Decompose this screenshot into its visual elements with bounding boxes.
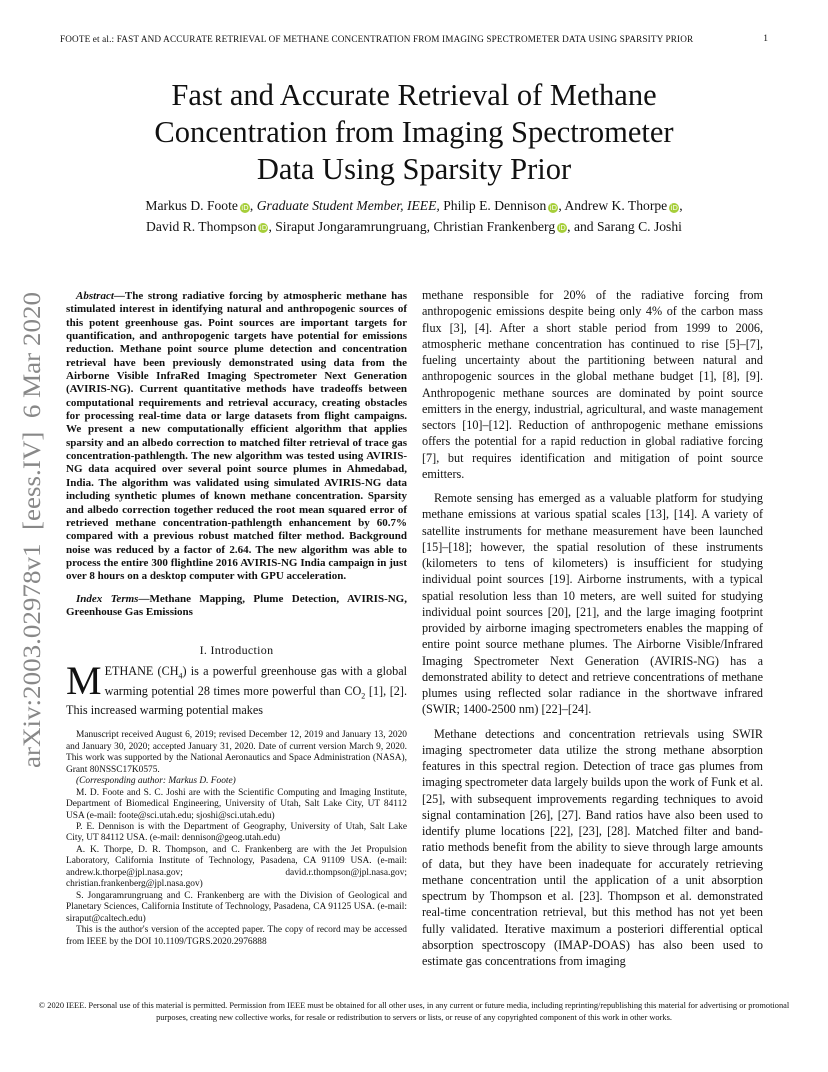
- page-number: 1: [763, 34, 768, 44]
- intro-paragraph: [66, 658, 407, 718]
- footnote: P. E. Dennison is with the Department of Geography, University of Utah, Salt Lake City, UT 84112 USA. (e-mail: dennison@geog.utah.edu): [66, 822, 407, 844]
- author-role: Graduate Student Member, IEEE,: [256, 198, 440, 213]
- left-column: [66, 290, 407, 948]
- orcid-icon[interactable]: iD: [259, 224, 268, 232]
- paper-title: [60, 77, 768, 188]
- abstract-text: —The strong radiative forcing by atmospheric methane has stimulated interest in identifying natural and anthropogenic sources of this potent greenhouse gas. Point sources are important targets for quantification, and anthropogenic targets have potential for emissions reduction. Methane point source plume detection and concentration retrieval have been previously demonstrated using data from the Airborne Visible InfraRed Imaging Spectrometer Next Generation (AVIRIS-NG). Current quantitative methods have tradeoffs between computational requirements and retrieval accuracy, creating obstacles for processing real-time data or large datasets from flight campaigns. We present a new computationally efficient algorithm that applies sparsity and an albedo correction to matched filter retrieval of trace gas concentration-pathlength. The new algorithm was tested using AVIRIS-NG data acquired over several point source plumes in Ahmedabad, India. The algorithm was validated using simulated AVIRIS-NG data including synthetic plumes of known methane concentration. Sparsity and albedo correction together reduced the root mean squared error of retrieved methane concentration-pathlength enhancement by 60.7% compared with a previous robust matched filter method. Background noise was reduced by a factor of 2.64. The new algorithm was able to process the entire 300 flightline 2016 AVIRIS-NG India campaign in just over 8 hours on a desktop computer with GPU acceleration.: [66, 290, 407, 583]
- author-name: Andrew K. Thorpe: [564, 198, 668, 213]
- corresponding-author: (Corresponding author: Markus D. Foote): [76, 776, 236, 787]
- author-name: Christian Frankenberg: [433, 218, 556, 234]
- intro-text: ) is a powerful greenhouse gas with a global warming potential 28 times more powerful than CO: [104, 664, 407, 698]
- footnotes: [66, 730, 407, 948]
- abstract: [66, 290, 407, 584]
- section-heading: I. Introduction: [199, 643, 274, 658]
- orcid-icon[interactable]: iD: [558, 224, 566, 232]
- title-line-1: Fast and Accurate Retrieval of Methane: [171, 78, 657, 112]
- footnote: A. K. Thorpe, D. R. Thompson, and C. Frankenberg are with the Jet Propulsion Laboratory, California Institute of Technology, Pasadena, CA 91109 USA. (e-mail: andrew.k.thorpe@jpl.nasa.gov; david.r.thompson@jpl.nasa.gov; christian.frankenberg@jpl.nasa.gov): [66, 844, 407, 890]
- title-line-2: Concentration from Imaging Spectrometer: [154, 115, 674, 149]
- drop-cap: M: [66, 658, 102, 704]
- author-name: Siraput Jongaramrungruang,: [275, 218, 431, 234]
- intro-text: [1], [2]. This increased warming potential makes: [66, 683, 407, 718]
- footnote: S. Jongaramrungruang and C. Frankenberg are with the Division of Geological and Planetary Sciences, California Institute of Technology, Pasadena, CA 91125 USA. (e-mail: siraput@caltech.edu): [66, 890, 407, 924]
- subscript: 2: [361, 691, 366, 701]
- footnote: Manuscript received August 6, 2019; revised December 12, 2019 and January 13, 2020 and January 30, 2020; accepted January 31, 2020. Date of current version March 9, 2020. This work was supported by the National Aeronautics and Space Administration (NASA), Grant 80NSSC17K0575.: [66, 730, 407, 775]
- arxiv-stamp: [16, 290, 46, 770]
- footnote: [66, 776, 407, 787]
- copyright-notice: © 2020 IEEE. Personal use of this material is permitted. Permission from IEEE must be obtained for all other uses, in any current or future media, including reprinting/republishing this material for advertising or promotional purposes, creating new collective works, for resale or redistribution to servers or lists, or reuse of any copyrighted component of this work in other works.: [38, 1001, 790, 1022]
- orcid-icon[interactable]: iD: [670, 203, 678, 212]
- index-terms: [66, 593, 407, 620]
- running-head: FOOTE et al.: FAST AND ACCURATE RETRIEVAL OF METHANE CONCENTRATION FROM IMAGING SPECTROMETER DATA USING SPARSITY PRIOR: [60, 34, 694, 44]
- intro-text: ETHANE (CH: [104, 664, 179, 679]
- body-paragraph: methane responsible for 20% of the radiative forcing from anthropogenic emissions despite being only 4% of the carbon mass flux [3], [4]. After a short stable period from 1999 to 2006, atmospheric methane concentration has continued to rise [5]–[7], fueling uncertainty about the partitioning between natural and anthropogenic sources in the global methane budget [1], [8], [9]. Anthropogenic methane sources are dominated by point source emitters in the energy, industrial, agricultural, and waste management sectors [10]–[12]. Reduction of anthropogenic methane emissions offers the potential for a rapid reduction in global radiative forcing [7], but requires identification and mitigation of point source emitters.: [422, 288, 763, 481]
- footnote: M. D. Foote and S. C. Joshi are with the Scientific Computing and Imaging Institute, Department of Biomedical Engineering, University of Utah, Salt Lake City, UT 84112 USA (e-mail: foote@sci.utah.edu; sjoshi@sci.utah.edu): [66, 787, 407, 821]
- author-name: Markus D. Foote: [145, 198, 238, 213]
- footnote: This is the author's version of the accepted paper. The copy of record may be accessed from IEEE by the DOI 10.1109/TGRS.2020.2976888: [66, 925, 407, 947]
- body-paragraph: Methane detections and concentration retrievals using SWIR imaging spectrometer data utilize the strong methane absorption features in this spectral region. Detection of trace gas plumes from imaging spectrometer data largely builds upon the work of Funk et al. [25], with subsequent improvements regarding techniques to avoid signal contamination [26], [27]. Band ratios have also been used to identify plume locations [22], [23], [28]. Matched filter and band-ratio methods benefit from the ability to sieve through large amounts of data, but they have been inadequate for accurately retrieving methane concentration until the application of a unit absorption spectrum by Thompson et al. [23]. Thompson et al. demonstrated real-time concentration retrieval, but this method has not yet been fully validated. Iterative maximum a posteriori differential optical absorption spectroscopy (IMAP-DOAS) has also been used to estimate gas concentrations from imaging: [422, 726, 763, 968]
- author-list: Markus D. Foote iD, Graduate Student Member, IEEE, Philip E. Dennison iD, Andrew K. Thorpe iD, David R. Thompson iD, Siraput Jongaramrungruang, Christian Frankenberg iD, and Sarang C. Joshi: [145, 198, 683, 234]
- index-terms-text: —Methane Mapping, Plume Detection, AVIRIS-NG, Greenhouse Gas Emissions: [66, 592, 407, 618]
- arxiv-identifier: arXiv:2003.02978v1 [eess.IV] 6 Mar 2020: [19, 327, 46, 768]
- right-column: [422, 287, 763, 969]
- author-name: and Sarang C. Joshi: [573, 218, 682, 234]
- orcid-icon[interactable]: iD: [241, 203, 249, 212]
- subscript: 4: [178, 671, 183, 681]
- title-line-3: Data Using Sparsity Prior: [256, 152, 572, 186]
- author-name: Philip E. Dennison: [443, 198, 547, 213]
- orcid-icon[interactable]: iD: [549, 203, 557, 212]
- index-terms-label: Index Terms: [76, 592, 139, 605]
- body-paragraph: Remote sensing has emerged as a valuable platform for studying methane emissions at various spatial scales [13], [14]. A variety of satellite instruments for methane measurement have been launched [15]–[18]; however, the spatial resolution of these instruments (kilometers to tens of kilometers) is insufficient for studying individual point sources [19]. Airborne instruments, with a typical spatial resolution less than 10 meters, are well suited for studying individual point sources [20], [21], and the large imaging footprint provided by airborne imaging spectrometers enables the mapping of entire point source methane plumes. The Airborne Visible/Infrared Imaging Spectrometer Next Generation (AVIRIS-NG) has a demonstrated ability to detect and retrieve concentrations of methane plumes using reflected solar radiance in the shortwave infrared (SWIR; 1400-2500 nm) [22]–[24].: [422, 491, 763, 717]
- author-name: David R. Thompson: [146, 218, 257, 234]
- abstract-label: Abstract: [76, 290, 114, 302]
